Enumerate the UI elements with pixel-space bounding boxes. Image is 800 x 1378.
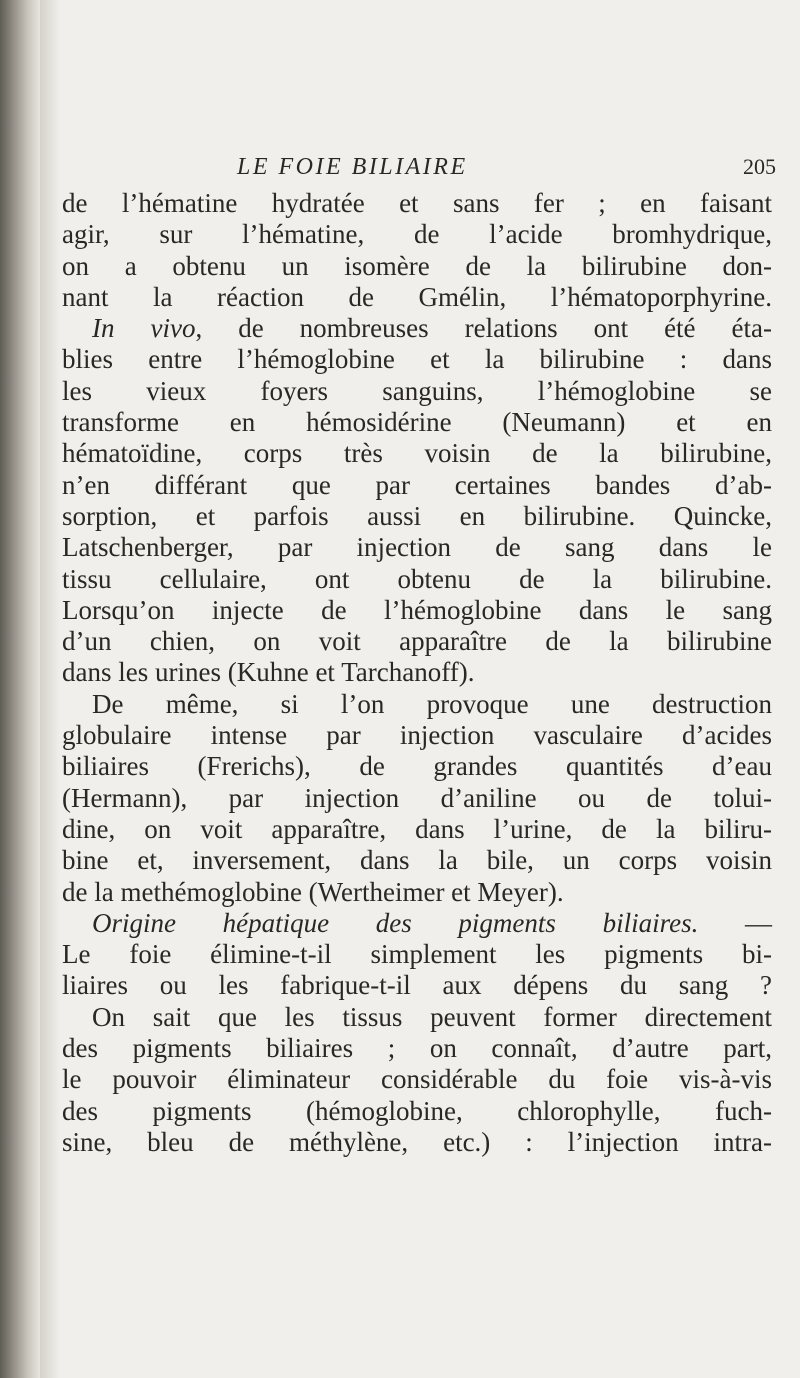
text-line: biliaires (Frerichs), de grandes quantités d’eau xyxy=(62,751,772,782)
text-line: sine, bleu de méthylène, etc.) : l’injection intra- xyxy=(62,1126,772,1157)
text-line: Le foie élimine-t-il simplement les pigments bi- xyxy=(62,939,772,970)
text-line: de la methémoglobine (Wertheimer et Meyer). xyxy=(62,876,564,907)
text-line: transforme en hémosidérine (Neumann) et en xyxy=(62,407,772,438)
text-line: Lorsqu’on injecte de l’hémoglobine dans le sang xyxy=(62,594,772,625)
page-header xyxy=(60,149,786,185)
running-title: LE FOIE BILIAIRE xyxy=(237,154,468,180)
text-line: Latschenberger, par injection de sang dans le xyxy=(62,532,772,563)
text-line: hématoïdine, corps très voisin de la bilirubine, xyxy=(62,438,772,469)
text-line: n’en différant que par certaines bandes d’ab- xyxy=(62,469,772,500)
text-line: on a obtenu un isomère de la bilirubine don- xyxy=(62,250,772,281)
latin-phrase: In vivo xyxy=(92,313,196,344)
section-heading-line: Origine hépatique des pigments biliaires. — xyxy=(92,907,773,938)
text-line: de l’hématine hydratée et sans fer ; en faisant xyxy=(62,188,772,218)
heading-dash: — xyxy=(698,907,773,938)
text-line: In vivo, de nombreuses relations ont été éta- xyxy=(92,313,772,344)
gutter-fade xyxy=(40,0,60,1378)
text-line: agir, sur l’hématine, de l’acide bromhydrique, xyxy=(62,219,772,250)
text-line: d’un chien, on voit apparaître de la bilirubine xyxy=(62,626,772,657)
text-line: globulaire intense par injection vasculaire d’acides xyxy=(62,720,772,751)
text-line: des pigments biliaires ; on connaît, d’autre part, xyxy=(62,1033,772,1064)
text-line: dine, on voit apparaître, dans l’urine, de la biliru- xyxy=(62,813,772,844)
page-body-text xyxy=(62,188,772,1158)
text-line: tissu cellulaire, ont obtenu de la bilirubine. xyxy=(62,563,772,594)
text-line: De même, si l’on provoque une destruction xyxy=(92,688,772,719)
text-line: le pouvoir éliminateur considérable du foie vis-à-vis xyxy=(62,1064,772,1095)
text-line: liaires ou les fabrique-t-il aux dépens du sang ? xyxy=(62,970,772,1001)
text-line: bine et, inversement, dans la bile, un corps voisin xyxy=(62,845,772,876)
text-line: blies entre l’hémoglobine et la bilirubine : dans xyxy=(62,344,772,375)
text-line: des pigments (hémoglobine, chlorophylle, fuch- xyxy=(62,1095,772,1126)
text-line: les vieux foyers sanguins, l’hémoglobine se xyxy=(62,375,772,406)
text-line: On sait que les tissus peuvent former directement xyxy=(92,1001,772,1032)
page-gutter-shadow xyxy=(0,0,40,1378)
text-line: (Hermann), par injection d’aniline ou de tolui- xyxy=(62,782,772,813)
page-number: 205 xyxy=(743,154,776,179)
text-line: nant la réaction de Gmélin, l’hématoporphyrine. xyxy=(62,281,772,312)
text-line: dans les urines (Kuhne et Tarchanoff). xyxy=(62,657,475,688)
text-line: sorption, et parfois aussi en bilirubine. Quincke, xyxy=(62,500,772,531)
